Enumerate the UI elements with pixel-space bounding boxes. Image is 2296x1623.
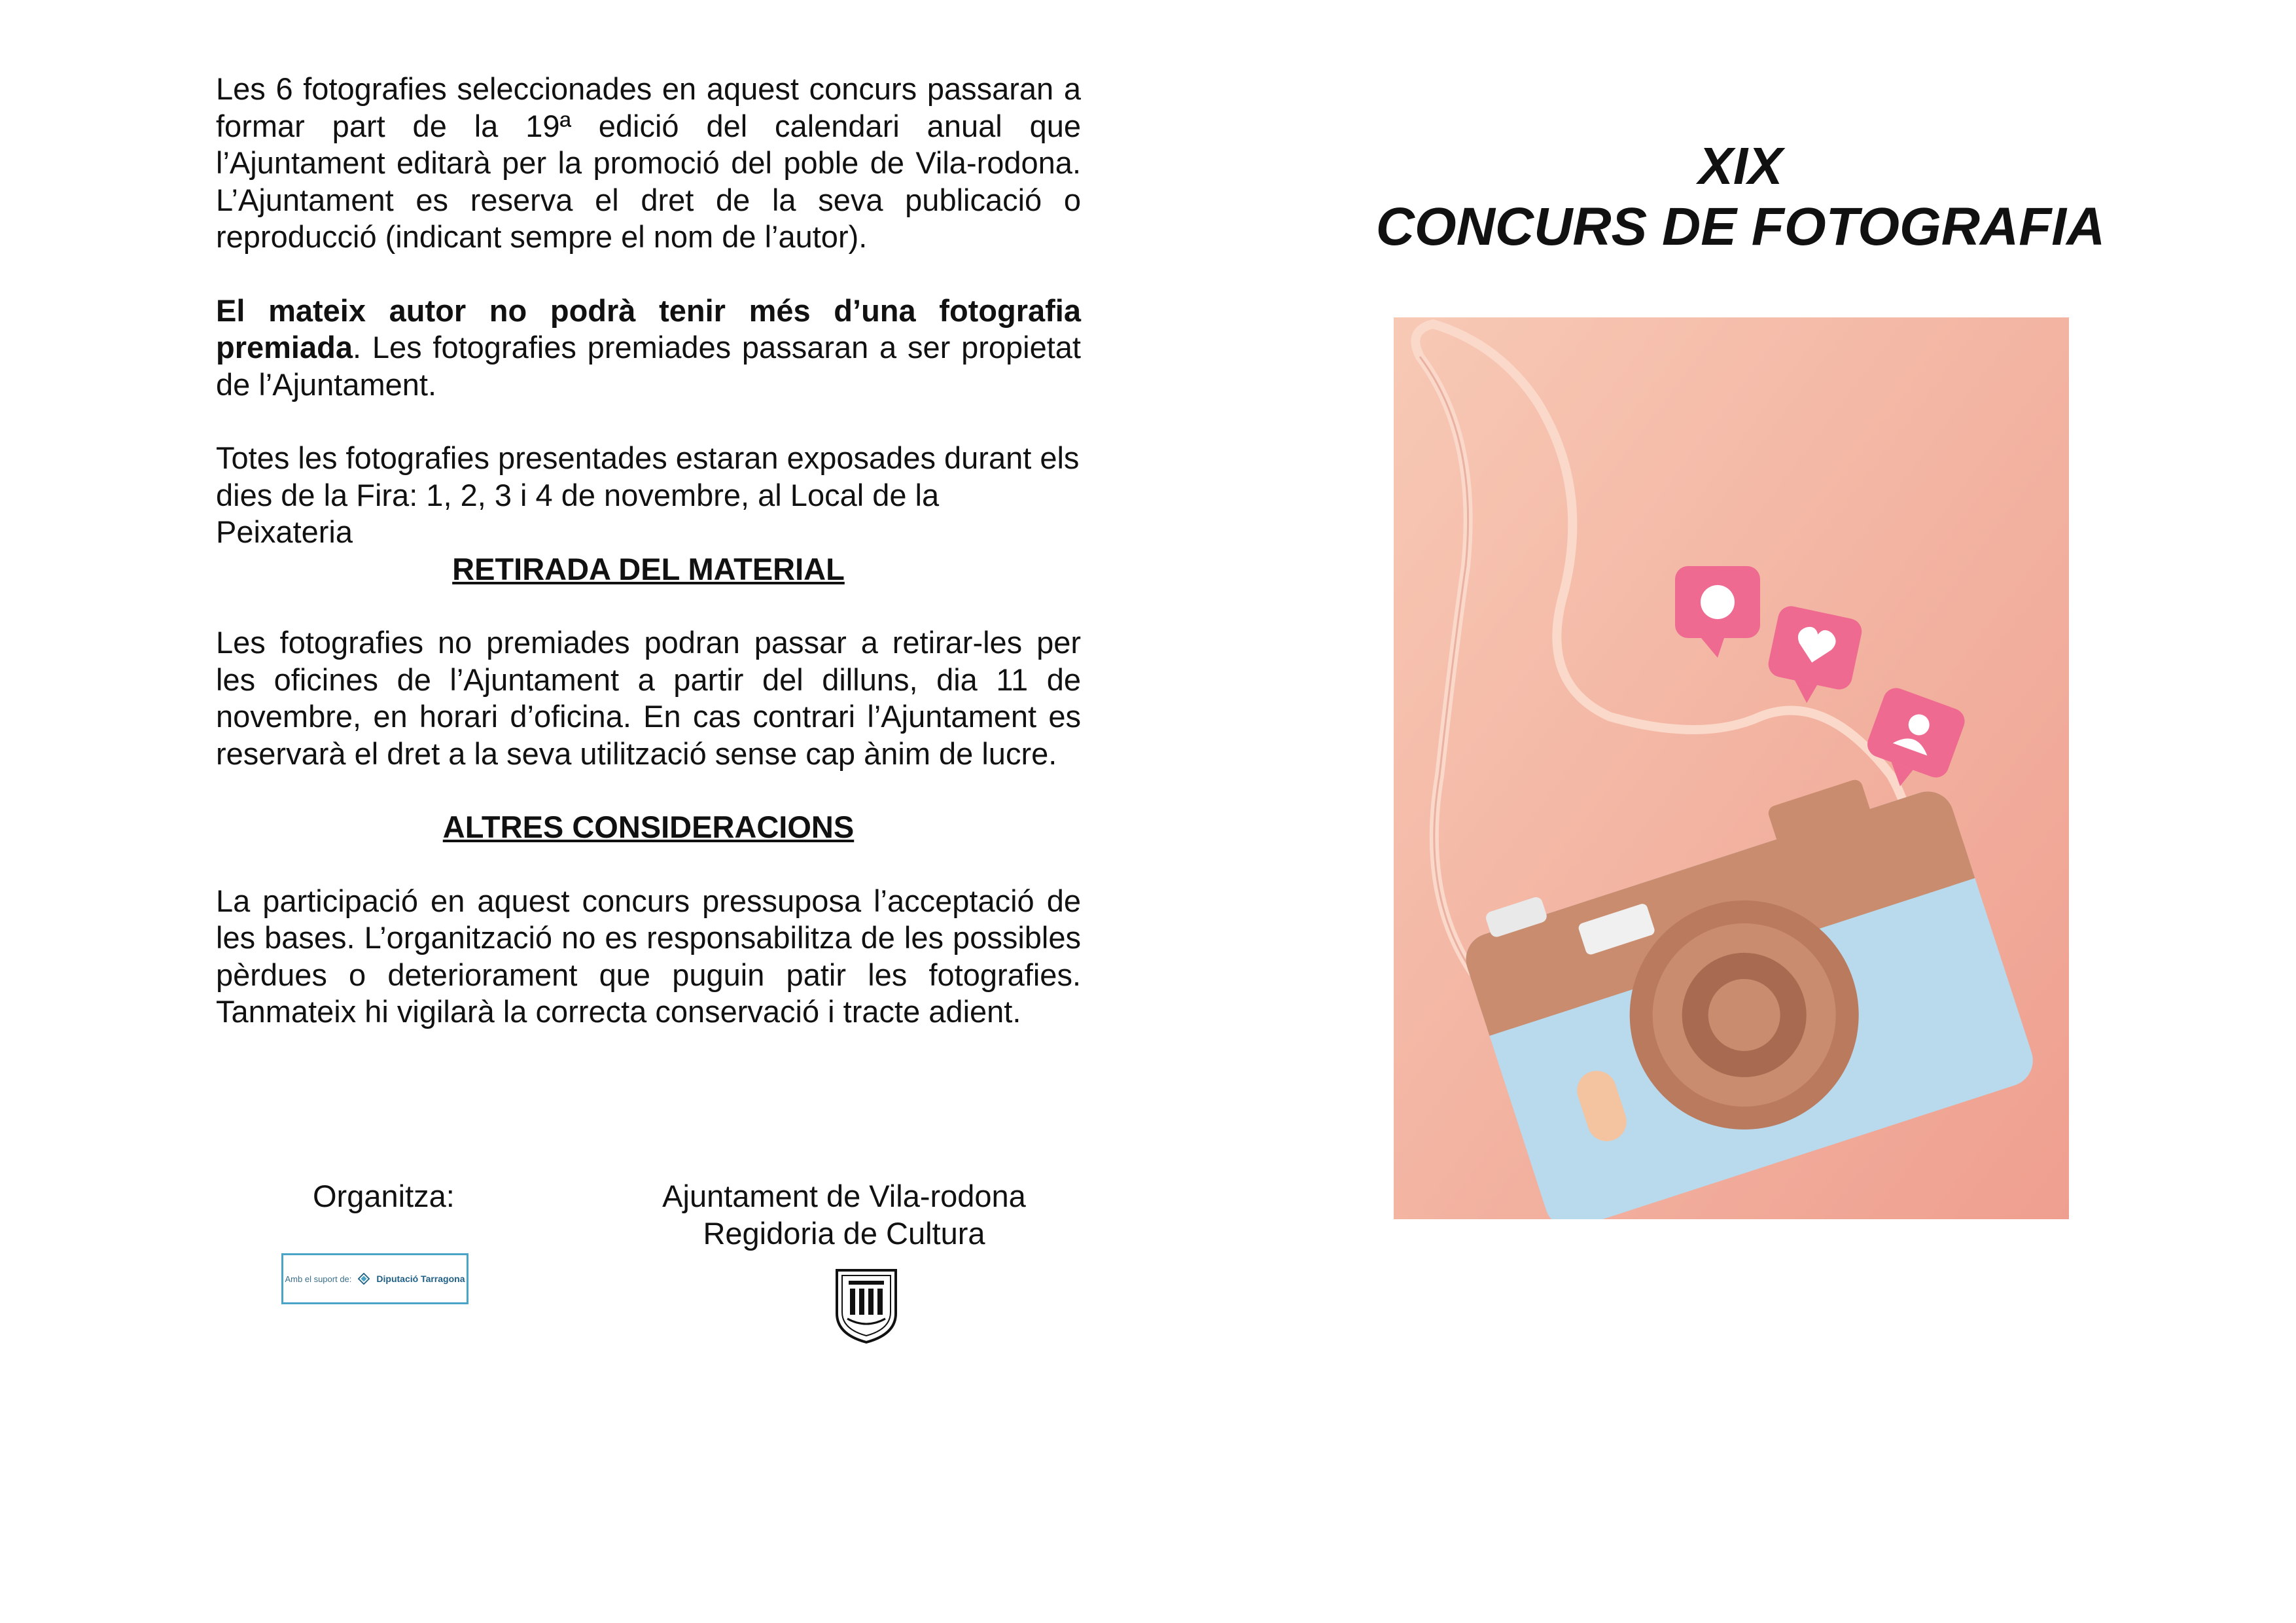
paragraph-one-prize-per-author: [216, 293, 1081, 404]
town-coat-of-arms-icon: [834, 1266, 898, 1345]
diputacio-logo: [281, 1253, 468, 1304]
paragraph-retirada: Les fotografies no premiades podran passar a retirar-les per les oficines de l’Ajuntament a partir del dilluns, dia 11 de novembre, en horari d’oficina. En cas contrari l’Ajuntament es reservarà el dret a la seva utilització sense cap ànim de lucre.: [216, 625, 1081, 771]
organizer-line-2: Regidoria de Cultura: [703, 1215, 985, 1251]
paragraph-rest: . Les fotografies premiades passaran a ser propietat de l’Ajuntament.: [216, 330, 1081, 402]
rules-column: [216, 71, 1081, 1031]
organitza-label: Organitza:: [313, 1179, 455, 1213]
bold-rule: El mateix autor no podrà tenir més d’una fotografia premiada: [216, 293, 1081, 365]
organizer-line-1: Ajuntament de Vila-rodona: [662, 1179, 1026, 1213]
heading-altres: ALTRES CONSIDERACIONS: [442, 810, 855, 844]
diputacio-name: Diputació Tarragona: [376, 1274, 465, 1284]
contest-title: CONCURS DE FOTOGRAFIA: [1375, 197, 2106, 257]
edition-number: XIX: [1698, 137, 1783, 195]
paragraph-calendar: Les 6 fotografies seleccionades en aquest concurs passaran a formar part de la 19ª edició del calendari anual que l’Ajuntament editarà per la promoció del poble de Vila-rodona. L’Ajuntament es reserva el dret de la seva publicació o reproducció (indicant sempre el nom de l’autor).: [216, 71, 1081, 254]
paragraph-consideracions: La participació en aquest concurs pressuposa l’acceptació de les bases. L’organització no es responsabilitza de les possibles pèrdues o deteriorament que puguin patir les fotografies. Tanmateix hi vigilarà la correcta conservació i tracte adient.: [216, 883, 1081, 1029]
support-text: Amb el suport de:: [285, 1274, 352, 1284]
organizer-name: [641, 1178, 1047, 1252]
heading-retirada: RETIRADA DEL MATERIAL: [452, 551, 845, 586]
camera-photo: [1394, 317, 2069, 1219]
paragraph-exhibition: Totes les fotografies presentades estaran exposades durant els dies de la Fira: 1, 2, 3 i 4 de novembre, al Local de la Peixateria: [216, 440, 1080, 549]
diputacio-mark-icon: [358, 1273, 370, 1285]
